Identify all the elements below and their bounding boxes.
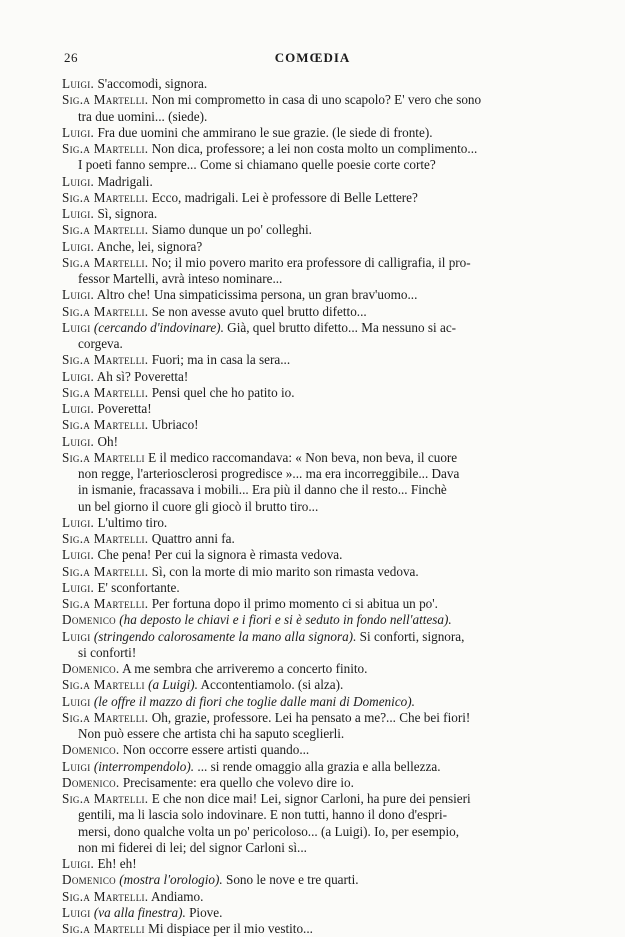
speaker-name: Domenico [62,872,116,888]
dialogue-continuation-line [62,482,560,498]
dialogue-line [62,872,560,888]
dialogue-line [62,320,560,336]
line-text: Precisamente: era quello che volevo dire io. [122,774,354,790]
dialogue-continuation-line [62,109,560,125]
line-text: Eh! eh! [97,856,137,871]
line-text: corgeva. [78,336,123,351]
line-text: Ubriaco! [151,417,199,433]
dialogue-line [62,190,560,206]
dialogue-continuation-line [62,840,560,856]
speaker-name: Sig.a Martelli. [62,141,149,156]
line-text: non regge, l'arteriosclerosi progredisce »... ma era incorreggibile... Dava [78,466,460,481]
speaker-name: Sig.a Martelli. [62,384,149,400]
speaker-name: Domenico [62,612,116,628]
line-text: Se non avesse avuto quel brutto difetto... [151,303,367,319]
line-text: Quattro anni fa. [151,531,235,546]
dialogue-line [62,856,560,872]
dialogue-line [62,287,560,303]
speaker-name: Luigi. [62,401,95,416]
dialogue-line [62,629,560,645]
speaker-name: Luigi [62,758,91,774]
dialogue-continuation-line [62,645,560,661]
dialogue-line [62,580,560,596]
dialogue-line [62,239,560,255]
line-text: Madrigali. [97,173,153,189]
speaker-name: Luigi. [62,287,95,303]
dialogue-line [62,92,560,108]
dialogue-line [62,417,560,433]
stage-direction: (a Luigi). [148,677,198,693]
stage-direction: (cercando d'indovinare). [93,319,224,335]
speaker-name: Sig.a Martelli. [62,709,149,725]
speaker-name: Domenico. [62,742,120,758]
dialogue-line [62,141,560,157]
line-text: gentili, ma li lascia solo indovinare. E non tutti, hanno il dono d'espri- [78,807,447,823]
line-text: Per fortuna dopo il primo momento ci si abitua un po'. [151,596,438,611]
dialogue-line [62,206,560,222]
speaker-name: Luigi [62,319,91,335]
speaker-name: Domenico. [62,774,120,790]
line-text: Fuori; ma in casa la sera... [151,352,291,368]
dialogue-line [62,385,560,401]
line-text: un bel giorno il cuore gli giocò il brutto tiro... [78,498,319,514]
dialogue-line [62,694,560,710]
dialogue-continuation-line [62,824,560,840]
speaker-name: Sig.a Martelli. [62,791,149,806]
line-text: Sono le nove e tre quarti. [225,872,359,888]
dialogue-line [62,125,560,141]
speaker-name: Luigi. [62,173,95,189]
line-text: Pensi quel che ho patito io. [151,384,295,400]
dialogue-continuation-line [62,466,560,482]
line-text: Ecco, madrigali. Lei è professore di Belle Lettere? [151,189,418,205]
line-text: E il medico raccomandava: « Non beva, non beva, il cuore [148,449,458,465]
speaker-name: Luigi. [62,433,95,449]
dialogue-continuation-line [62,499,560,515]
stage-direction: (va alla finestra). [93,904,186,920]
line-text: Non può essere che artista chi ha saputo sceglierli. [78,726,345,741]
line-text: Oh, grazie, professore. Lei ha pensato a me?... Che bei fiori! [151,709,471,725]
stage-direction: (mostra l'orologio). [119,872,223,888]
line-text: non mi fiderei di lei; del signor Carloni sì... [78,839,307,855]
dialogue-line [62,742,560,758]
dialogue-line [62,612,560,628]
speaker-name: Luigi [62,693,91,709]
dialogue-line [62,791,560,807]
dialogue-line [62,434,560,450]
speaker-name: Luigi. [62,76,95,91]
speaker-name: Sig.a Martelli. [62,352,149,368]
stage-direction: (le offre il mazzo di fiori che toglie dalle mani di Domenico). [93,693,415,709]
line-text: Andiamo. [150,888,204,904]
dialogue-continuation-line [62,271,560,287]
line-text: Piove. [189,904,223,920]
line-text: Anche, lei, signora? [96,238,203,254]
speaker-name: Luigi [62,904,91,920]
dialogue-line [62,174,560,190]
stage-direction: (interrompendolo). [93,758,195,774]
speaker-name: Sig.a Martelli. [62,189,149,205]
page-number: 26 [64,50,78,65]
speaker-name: Luigi. [62,579,95,595]
line-text: fessor Martelli, avrà inteso nominare... [78,271,283,286]
dialogue-line [62,596,560,612]
line-text: Non occorre essere artisti quando... [122,742,310,758]
speaker-name: Domenico. [62,661,120,676]
speaker-name: Luigi. [62,238,95,254]
speaker-name: Luigi. [62,206,95,221]
dialogue-line [62,515,560,531]
dialogue-line [62,710,560,726]
running-head: COMŒDIA [274,50,351,65]
line-text: Altro che! Una simpaticissima persona, un gran brav'uomo... [96,287,418,303]
speaker-name: Sig.a Martelli. [62,563,149,579]
dialogue-line [62,255,560,271]
line-text: Sì, con la morte di mio marito son rimasta vedova. [151,563,419,579]
line-text: I poeti fanno sempre... Come si chiamano quelle poesie corte corte? [78,157,436,173]
line-text: Mi dispiace per il mio vestito... [148,921,313,936]
line-text: E che non dice mai! Lei, signor Carloni, ha pure dei pensieri [151,791,471,806]
speaker-name: Luigi. [62,124,95,140]
line-text: Fra due uomini che ammirano le sue grazie. (le siede di fronte). [97,124,433,140]
dialogue-line [62,401,560,417]
line-text: mersi, dono qualche volta un po' pericoloso... (a Luigi). Io, per esempio, [78,823,460,839]
dialogue-line [62,531,560,547]
dialogue-text [62,76,560,937]
dialogue-line [62,547,560,563]
speaker-name: Sig.a Martelli. [62,531,149,546]
line-text: Accontentiamolo. (si alza). [200,677,344,693]
dialogue-line [62,222,560,238]
dialogue-line [62,450,560,466]
dialogue-line [62,905,560,921]
line-text: S'accomodi, signora. [97,76,208,91]
line-text: No; il mio povero marito era professore di calligrafia, il pro- [151,254,471,270]
speaker-name: Sig.a Martelli. [62,222,149,238]
dialogue-line [62,304,560,320]
line-text: Siamo dunque un po' colleghi. [151,222,312,238]
speaker-name: Luigi. [62,547,95,563]
line-text: ... si rende omaggio alla grazia e alla bellezza. [197,758,441,774]
speaker-name: Sig.a Martelli [62,677,145,693]
speaker-name: Sig.a Martelli. [62,596,149,611]
dialogue-line [62,352,560,368]
dialogue-continuation-line [62,807,560,823]
speaker-name: Sig.a Martelli. [62,254,149,270]
dialogue-line [62,889,560,905]
speaker-name: Sig.a Martelli. [62,303,149,319]
stage-direction: (ha deposto le chiavi e i fiori e si è seduto in fondo nell'attesa). [119,612,452,628]
line-text: Sì, signora. [97,206,158,221]
speaker-name: Luigi [62,628,91,644]
dialogue-line [62,76,560,92]
speaker-name: Sig.a Martelli. [62,417,149,433]
speaker-name: Luigi. [62,368,95,384]
speaker-name: Luigi. [62,856,95,871]
speaker-name: Sig.a Martelli [62,921,145,936]
dialogue-line [62,921,560,937]
line-text: E' sconfortante. [97,579,180,595]
line-text: Oh! [97,433,118,449]
dialogue-continuation-line [62,157,560,173]
dialogue-line [62,564,560,580]
line-text: Non dica, professore; a lei non costa molto un complimento... [151,141,478,156]
dialogue-line [62,677,560,693]
speaker-name: Sig.a Martelli. [62,92,149,108]
line-text: in ismanie, fracassava i mobili... Era più il danno che il resto... Finchè [78,482,447,498]
dialogue-line [62,369,560,385]
speaker-name: Luigi. [62,514,95,530]
speaker-name: Sig.a Martelli. [62,888,149,904]
dialogue-line [62,661,560,677]
stage-direction: (stringendo calorosamente la mano alla signora). [93,628,357,644]
line-text: A me sembra che arriveremo a concerto finito. [122,661,368,676]
line-text: Ah sì? Poveretta! [96,368,189,384]
line-text: si conforti! [78,644,137,660]
dialogue-line [62,775,560,791]
dialogue-continuation-line [62,336,560,352]
line-text: Che pena! Per cui la signora è rimasta vedova. [97,547,343,563]
line-text: tra due uomini... (siede). [78,108,208,124]
dialogue-continuation-line [62,726,560,742]
line-text: L'ultimo tiro. [97,514,168,530]
dialogue-line [62,759,560,775]
line-text: Già, quel brutto difetto... Ma nessuno si ac- [227,319,457,335]
speaker-name: Sig.a Martelli [62,449,145,465]
line-text: Poveretta! [97,401,152,416]
line-text: Si conforti, signora, [359,628,465,644]
line-text: Non mi comprometto in casa di uno scapolo? E' vero che sono [151,92,482,108]
